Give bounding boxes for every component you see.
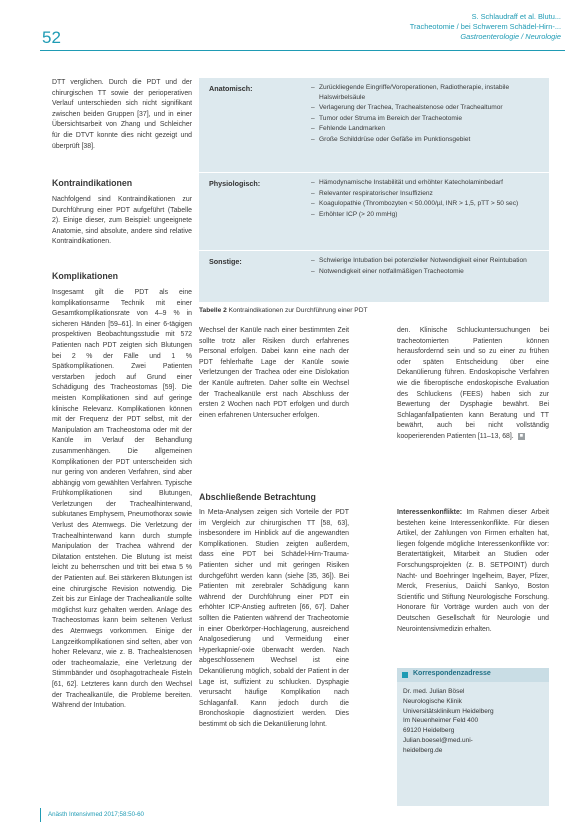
column-1-complications [52, 288, 192, 804]
column-2-top-paragraph: Wechsel der Kanüle nach einer bestimmten Zeit sollte trotz aller Risiken durch erfahrenes Personal erfolgen. Dabei kann eine nach der PDT fehlerhafte Lage der Kanüle sowie Verletzungen der Trachea oder eine Dislokation der Kanüle auftreten. Daher sollte ein Wechsel der Trachealkanüle erst nach Abschluss der ersten 2 Wochen nach PDT erfolgen und durch einen erfahrenen Untersucher erfolgen. [199, 327, 349, 419]
running-head [311, 12, 561, 42]
column-3-top-text: den. Klinische Schluckuntersuchungen bei tracheotomierten Patienten können herausfordernd sein und so zu einer zu frühen oder späten Entscheidung über eine Dekanülierung führen. Endoskopische Verfahren wie die fiberoptische endoskopische Evaluation des Schluckens (FEES) haben sich zur Bewertung der Dysphagie bewährt. Bei Schlaganfallpatienten kann Beratung und TT bewährt, auch bei nicht vollständig kooperierenden Patienten [11–13, 68]. [397, 327, 549, 440]
table-category: Sonstige: [209, 257, 242, 266]
column-1-contra [52, 195, 192, 254]
table-row [199, 78, 549, 158]
table-item: – Erhöhter ICP (> 20 mmHg) [311, 210, 543, 220]
table-items [311, 256, 543, 277]
table-item: – Relevanter respiratorischer Insuffizienz [311, 189, 543, 199]
contraindications-paragraph: Nachfolgend sind Kontraindikationen zur Durchführung einer PDT aufgeführt (Tabelle 2). Einige dieser, zum Beispiel: ungeeignete Anatomie, sind absolute, andere sind relative Kontraindikationen. [52, 196, 192, 246]
address-line: Universitätsklinikum Heidelberg [403, 707, 494, 715]
table-item: – Verlagerung der Trachea, Trachealstenose oder Trachealtumor [311, 103, 543, 113]
page-number: 52 [42, 28, 61, 47]
correspondence-box [397, 668, 549, 806]
table-category: Anatomisch: [209, 84, 253, 93]
correspondence-title: Korrespondenzadresse [413, 670, 491, 677]
table-caption [199, 307, 549, 314]
table-row [199, 172, 549, 251]
table-item: – Tumor oder Struma im Bereich der Tracheotomie [311, 114, 543, 124]
column-2-conclusion [199, 508, 349, 806]
table-item: – Notwendigkeit einer notfallmäßigen Tracheotomie [311, 267, 543, 277]
running-head-line: S. Schlaudraff et al. Blutu... [471, 12, 561, 21]
table-item: – Zurückliegende Eingriffe/Voroperationen, Radiotherapie, instabile Halswirbelsäule [311, 83, 543, 102]
running-head-line: Tracheotomie / bei Schwerem Schädel-Hirn-... [409, 22, 561, 31]
address-line: Im Neuenheimer Feld 400 [403, 717, 479, 725]
contraindications-table [199, 78, 549, 302]
table-category: Physiologisch: [209, 179, 261, 188]
square-bullet-icon [402, 672, 408, 678]
intro-paragraph: DTT verglichen. Durch die PDT und der chirurgischen TT sowie der perioperativen Verlauf unterschieden sich nicht signifikant zwischen beiden Gruppen [37], und in einer Übersichtsarbeit von Zhang und Schleicher für die DTVT konnte dies nicht gezeigt und überprüft [38]. [52, 79, 192, 150]
conclusion-heading: Abschließende Betrachtung [199, 492, 316, 502]
table-item: – Hämodynamische Instabilität und erhöhter Katecholaminbedarf [311, 178, 543, 188]
footer-citation: Anästh Intensivmed 2017;58:50-60 [48, 811, 144, 818]
header-rule [40, 50, 565, 51]
email-link[interactable]: heidelberg.de [403, 746, 443, 754]
column-3-top [397, 326, 549, 496]
table-items [311, 178, 543, 220]
column-3-ack [397, 508, 549, 658]
correspondence-header [397, 668, 549, 682]
address-line: 69120 Heidelberg [403, 727, 455, 735]
column-1-top [52, 78, 192, 158]
email-link[interactable]: Julian.boesel@med.uni- [403, 736, 473, 744]
footer-rule [40, 808, 41, 822]
correspondence-address [403, 687, 545, 756]
acknowledgement-paragraph [397, 508, 549, 635]
conclusion-paragraph: In Meta-Analysen zeigen sich Vorteile der PDT im Vergleich zur chirurgischen TT [58, 63], insbesondere im Hinblick auf die angewandten Komplikationen. Studien zeigten außerdem, dass eine PDT bei Schädel-Hirn-Trauma-Patienten sicher und mit geringen Risiken durchgeführt werden kann (siehe [35, 36]). Bei Patienten mit zerebraler Schädigung kann während der Durchführung einer PDT ein erhöhter ICP-Anstieg auftreten [66, 67]. Daher sollten die Patienten während der Tracheotomie in einer Oberkörper-Hochlagerung, ausreichend Analgosedierung und Vermeidung einer Hyperkapnie/-oxie überwacht werden. Nach abgeschlossenem Wechsel ist eine Dekanülierung möglich, sobald der Patient in der Lage ist, suffizient zu schlucken. Dysphagie verursacht häufige Komplikation nach Schlaganfall. Kann jedoch durch die Bronchoskopie diagnostiziert werden. Dies bestimmt ob sich die Dekanülierung lohnt. [199, 509, 349, 728]
table-item: – Koagulopathie (Thrombozyten < 50.000/µl, INR > 1,5, pTT > 50 sec) [311, 199, 543, 209]
complications-heading: Komplikationen [52, 271, 118, 281]
column-3-top-paragraph [397, 326, 549, 443]
end-of-article-mark: ■ [519, 432, 524, 439]
table-items [311, 83, 543, 146]
acknowledgement-text: Im Rahmen dieser Arbeit bestehen keine Interessenkonflikte. Für diesen Artikel, der Zahlungen von Firmen erhalten hat, liegen folgende mögliche Interessenkonflikte vor: Beratertätigkeit, Mitarbeit an Studien oder Forschungsprojekten (z. B. SETPOINT) durch Nacht- und Boehringer Ingelheim, Bayer, Pfizer, Merck, Fresenius, Daiichi Sankyo, Boston Scientific und Stiftung Neurologische Forschung. Honorare für Vorträge wurden auch von der Deutschen Gesellschaft für Neurologie und Neurointensivmedizin erhalten. [397, 509, 549, 633]
table-item: – Fehlende Landmarken [311, 124, 543, 134]
table-item: – Schwierige Intubation bei potenzieller Notwendigkeit einer Reintubation [311, 256, 543, 266]
address-line: Neurologische Klinik [403, 697, 462, 705]
table-caption-text: Kontraindikationen zur Durchführung einer PDT [228, 307, 368, 314]
running-head-line: Gastroenterologie / Neurologie [460, 32, 561, 41]
complications-paragraph: Insgesamt gilt die PDT als eine komplikationsarme Technik mit einer Gesamtkomplikationsrate von 4–9 % in sicheren Händen [59–61]. In einer 6-tägigen prospektiven Beobachtungsstudie mit 572 Patienten nach PDT zeigten sich Blutungen bei 2 % der Fälle und 1 % Spätkomplikationen. Zwei Patienten verstarben jedoch auf Grund einer Schädigung des Tracheostomas [59]. Die meisten Komplikationen sind auf geringe klinische Relevanz. Komplikationen können mit der Frequenz der PDT selbst, mit der Manipulation am Tracheostoma oder mit der Kanüle im Verlauf der Behandlung zusammenhängen. Die allgemeinen Komplikationen der PDT unterscheiden sich nur gering von anderen Verfahren, sind aber abhängig vom gewählten Verfahren. Typische Frühkomplikationen sind Blutungen, Verletzungen der Trachealhinterwand, subkutanes Emphysem, Pneumothorax sowie Verlust des Atemwegs. Die Verletzung der Trachealhinterwand kann durch stumpfe Manipulation der Trachea während der Dilatation entstehen. Die Blutung ist meist leicht zu beherrschen und tritt bei etwa 5 % der Patienten auf. Bei stärkeren Blutungen ist eine chirurgische Revision notwendig. Die Zeit bis zur Einlage der Trachealkanüle sollte möglichst kurz gehalten werden. Anlage des Tracheostomas kann beim seltenen Verlust des Atemwegs vorkommen. Einige der Langzeitkomplikationen sind selten, aber von hoher Relevanz, wie z. B. Trachealstenosen oder tracheomalazie, eine Verletzung der Stimmbänder und ösophagotracheale Fisteln [61, 62]. Letzteres kann durch den Wechsel der Trachealkanüle, die Probleme bereiten. Während der Intubation. [52, 289, 192, 710]
table-item: – Große Schilddrüse oder Gefäße im Punktionsgebiet [311, 135, 543, 145]
contraindications-heading: Kontraindikationen [52, 178, 133, 188]
table-caption-label: Tabelle 2 [199, 307, 227, 314]
column-2-top [199, 326, 349, 458]
table-row [199, 250, 549, 303]
address-line: Dr. med. Julian Bösel [403, 688, 465, 695]
acknowledgement-label: Interessenkonflikte: [397, 509, 463, 516]
